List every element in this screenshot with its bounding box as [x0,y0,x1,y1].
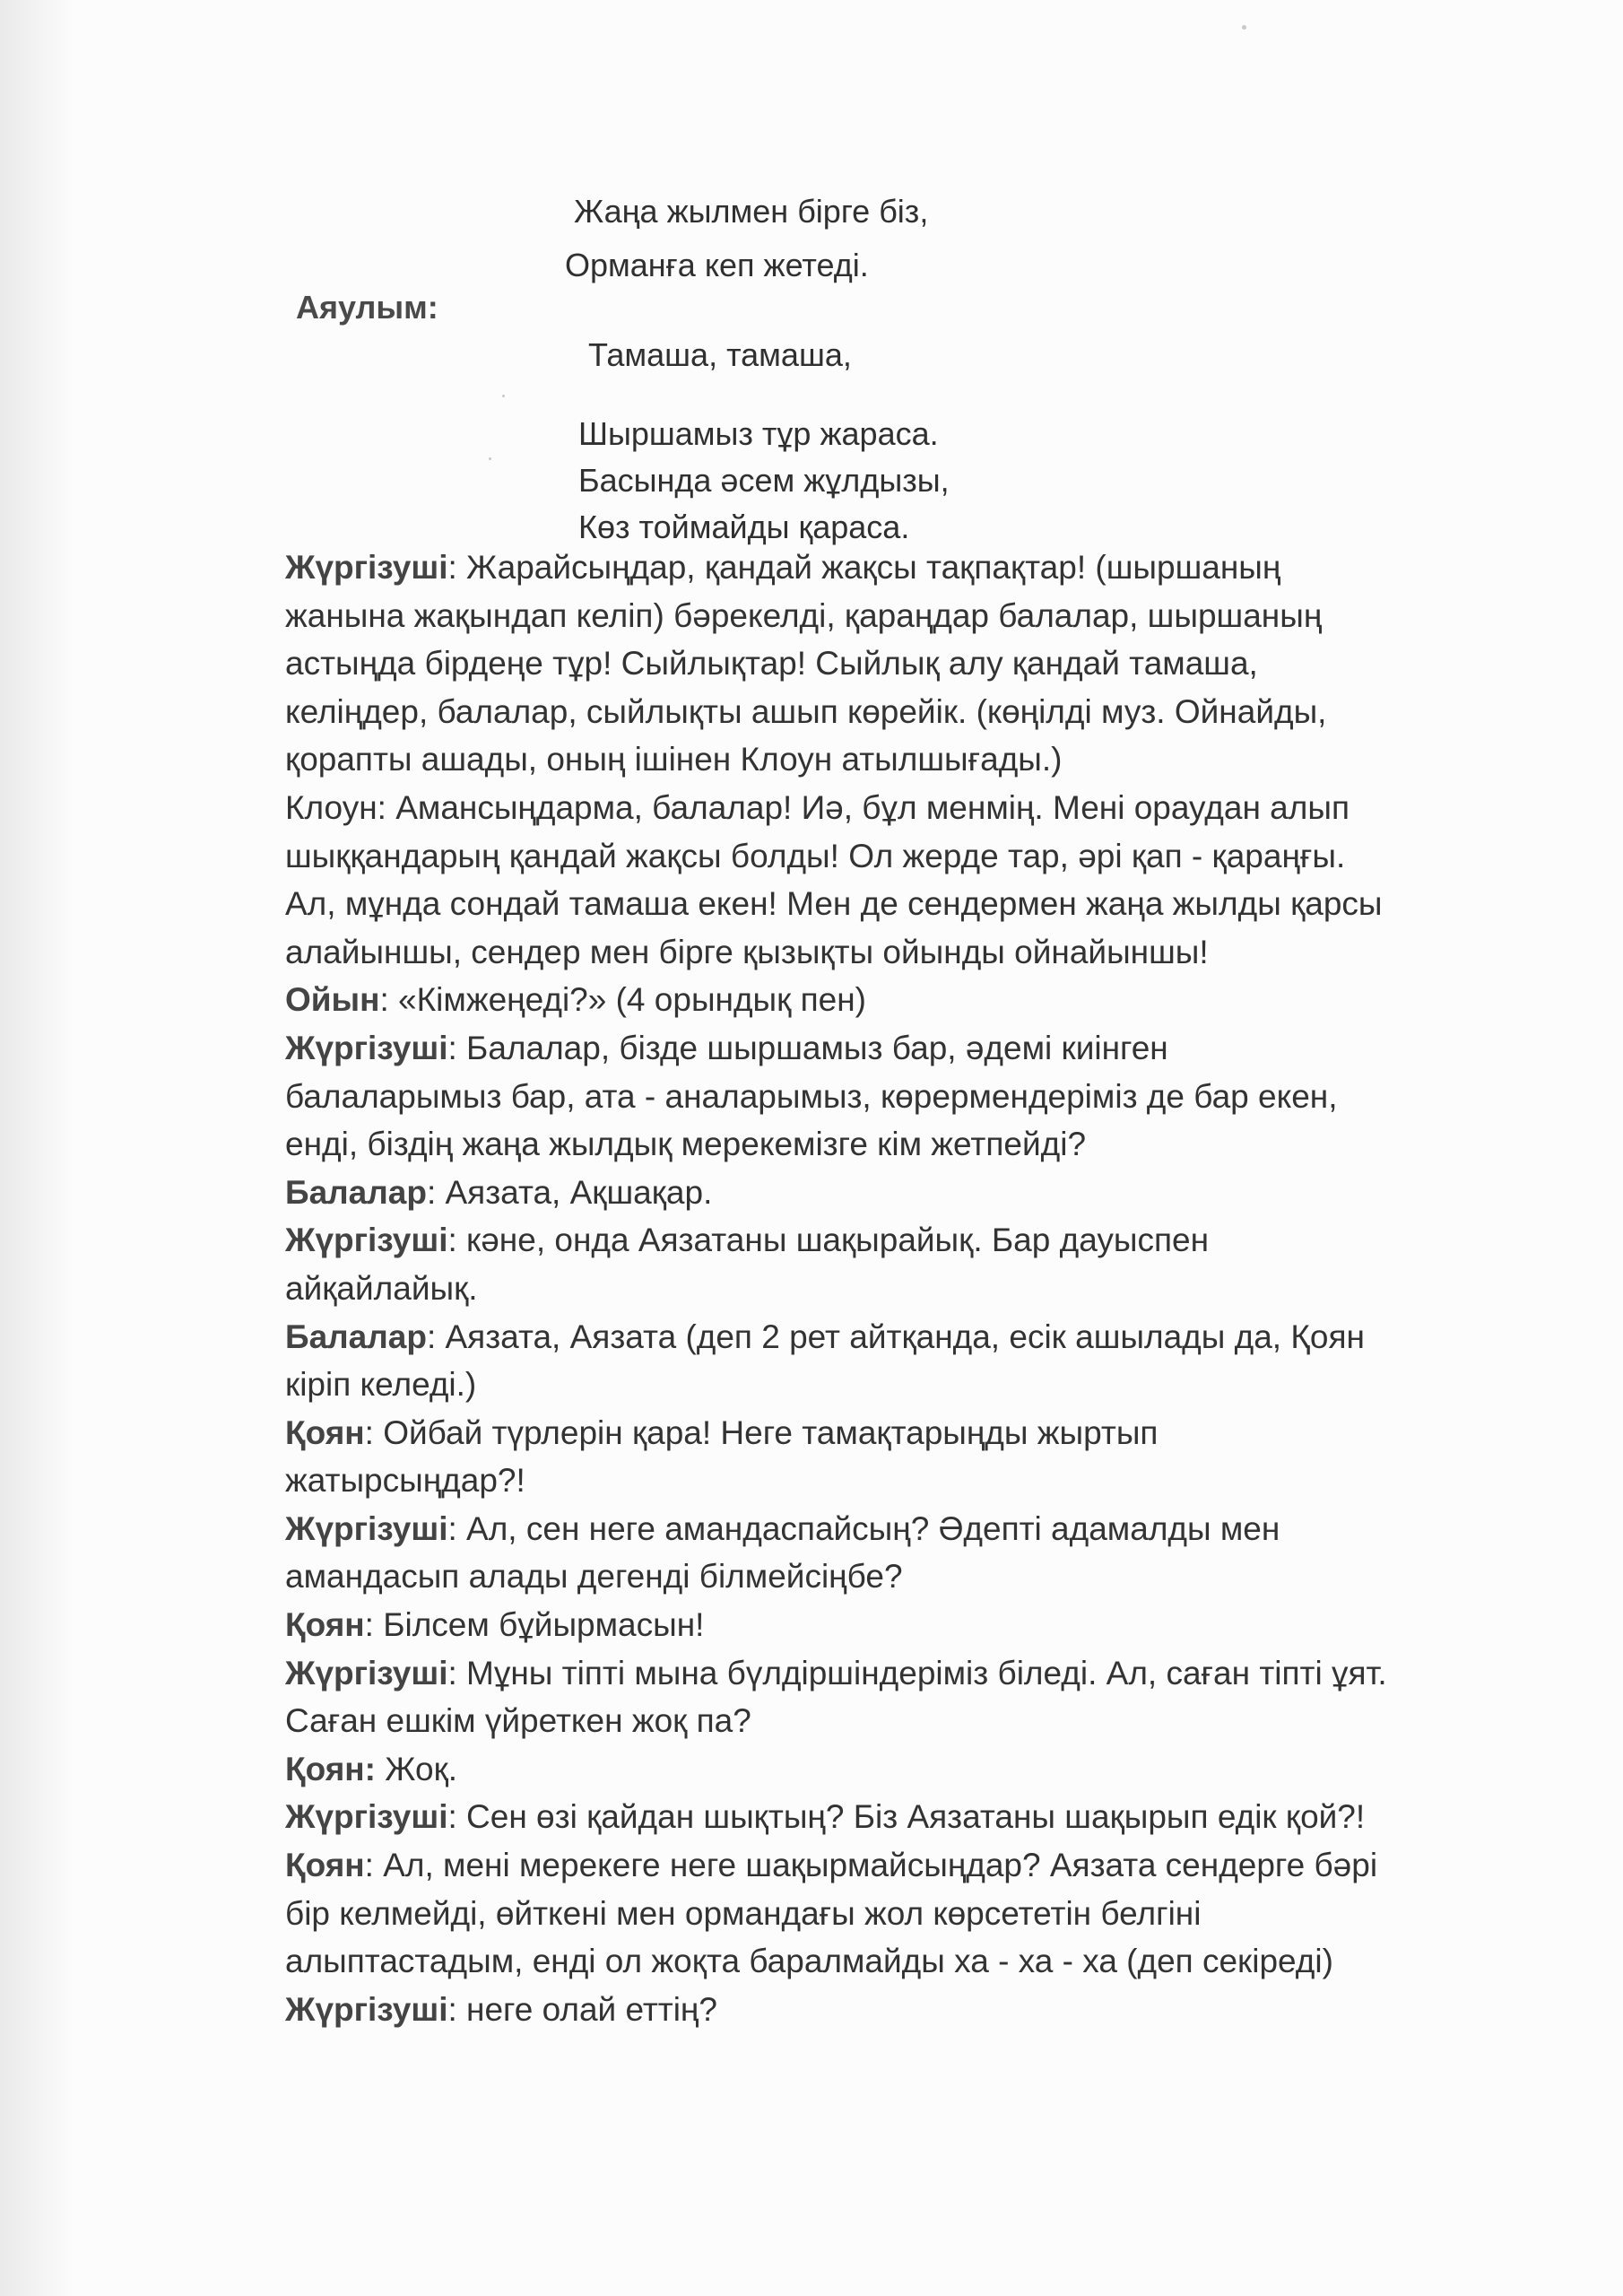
dialogue-text: : Сен өзі қайдан шықтың? Біз Аязатаны шақырып едік қой?! [447,1798,1366,1836]
dialogue-text: қорапты ашады, оның ішінен Клоун атылшығады.) [285,741,1063,778]
dialogue-text: келіңдер, балалар, сыйлықты ашып көрейік. (көңілді муз. Ойнайды, [285,692,1327,730]
dialogue-text: : Аязата, Аязата (деп 2 рет айтқанда, есік ашылады да, Қоян [426,1318,1365,1355]
dialogue-text: Саған ешкім үйреткен жоқ па? [285,1702,751,1740]
dialogue-line [285,784,1541,832]
dialogue-line [285,880,1541,928]
poem-line: Шыршамыз тұр жараса. [578,415,939,452]
dialogue-line [285,1552,1541,1601]
speaker-name: Жүргізуші [285,1509,448,1547]
poem-stanza-3 [578,413,950,549]
dialogue-line [285,544,1541,592]
dialogue-line [285,1409,1541,1457]
speaker-name: Жүргізуші [285,1222,448,1259]
dialogue-text: : Мұны тіпті мына бүлдіршіндеріміз біледі. Ал, саған тіпті ұят. [447,1654,1387,1692]
scan-speck [502,395,505,397]
speaker-name: Жүргізуші [285,549,448,586]
dialogue-text: астыңда бірдеңе тұр! Сыйлықтар! Сыйлық алу қандай тамаша, [285,645,1258,683]
dialogue-text: алайыншы, сендер мен бірге қызықты ойынды ойнайыншы! [285,933,1209,970]
dialogue-text: шыққандарың қандай жақсы болды! Ол жерде тар, əрі қап - қараңғы. [285,837,1346,874]
dialogue-line [285,928,1541,977]
poem-stanza-2 [588,334,852,377]
dialogue-line [285,1649,1541,1698]
dialogue-text: айқайлайық. [285,1269,478,1307]
poem-line: Орманға кеп жетеді. [565,247,869,283]
dialogue-line [285,1169,1541,1217]
speaker-name: Қоян [285,1413,365,1451]
dialogue-text: Клоун: Амансыңдарма, балалар! Иə, бұл менмің. Мені ораудан алып [285,788,1350,826]
speaker-name: Қоян: [285,1750,376,1787]
dialogue-line [285,1457,1541,1505]
poem-line: Көз тоймайды қараса. [578,509,910,545]
dialogue-text: кіріп келеді.) [285,1366,477,1404]
dialogue-text: : кəне, онда Аязатаны шақырайық. Бар дауыспен [447,1222,1210,1259]
dialogue-line [285,735,1541,784]
speaker-name: Жүргізуші [285,1798,448,1836]
dialogue-line [285,592,1541,640]
dialogue-text: : Ал, сен неге амандаспайсың? Əдепті адамалды мен [447,1509,1280,1547]
dialogue-line [285,1697,1541,1745]
dialogue-text: енді, біздің жаңа жылдық мерекемізге кім жетпейді? [285,1126,1087,1163]
dialogue-text: : Білсем бұйырмасын! [364,1606,705,1644]
dialogue-text: жанына жақындап келіп) бəрекелді, қараңдар балалар, шыршаның [285,596,1323,634]
poem-line: Тамаша, тамаша, [588,336,852,373]
speaker-label-ayulym: Аяулым: [296,289,438,326]
scan-speck [1242,25,1246,30]
dialogue-body [285,544,1541,2033]
dialogue-text: : неге олай еттің? [447,1990,717,2028]
dialogue-text: алыптастадым, енді ол жоқта баралмайды ха - ха - ха (деп секіреді) [285,1943,1333,1980]
dialogue-line [285,1024,1541,1073]
speaker-name: Қоян [285,1606,365,1644]
speaker-name: Жүргізуші [285,1654,448,1692]
dialogue-line [285,688,1541,736]
scan-shadow-edge [0,0,72,2296]
dialogue-line [285,1937,1541,1986]
poem-line: Жаңа жылмен бірге біз, [574,193,929,230]
poem-stanza-1 [565,190,929,287]
dialogue-text: Ал, мұнда сондай тамаша екен! Мен де сендермен жаңа жылды қарсы [285,885,1383,923]
dialogue-line [285,1073,1541,1121]
dialogue-line [285,639,1541,688]
dialogue-text: : Ойбай түрлерін қара! Неге тамақтарыңды жыртып [364,1413,1159,1451]
dialogue-line [285,1793,1541,1841]
dialogue-line [285,1361,1541,1409]
speaker-name: Балалар [285,1173,427,1211]
dialogue-line [285,1601,1541,1649]
dialogue-line [285,1841,1541,1890]
dialogue-line [285,1265,1541,1313]
scan-speck [489,457,491,460]
poem-line: Басында əсем жұлдызы, [578,462,950,499]
dialogue-line [285,1120,1541,1169]
dialogue-text: жатырсыңдар?! [285,1462,525,1500]
dialogue-line [285,976,1541,1024]
dialogue-line [285,1890,1541,1938]
dialogue-line [285,1745,1541,1794]
dialogue-line [285,1505,1541,1553]
dialogue-line [285,1986,1541,2034]
speaker-name: Балалар [285,1318,427,1355]
dialogue-line [285,832,1541,881]
speaker-name: Қоян [285,1847,365,1884]
dialogue-text: : Аязата, Ақшақар. [426,1173,713,1211]
speaker-name: Жүргізуші [285,1029,448,1066]
dialogue-text: : Ал, мені мерекеге неге шақырмайсыңдар? Аязата сендерге бəрі [364,1847,1378,1884]
dialogue-text: : Балалар, бізде шыршамыз бар, əдемі киінген [447,1029,1168,1066]
dialogue-text: бір келмейді, өйткені мен ормандағы жол көрсететін белгіні [285,1894,1202,1932]
dialogue-line [285,1216,1541,1265]
dialogue-line [285,1313,1541,1361]
dialogue-text: балаларымыз бар, ата - аналарымыз, көрермендеріміз де бар екен, [285,1077,1338,1115]
speaker-name: Жүргізуші [285,1990,448,2028]
dialogue-text: : «Кімжеңеді?» (4 орындық пен) [379,981,866,1019]
dialogue-text: амандасып алады дегенді білмейсіңбе? [285,1558,903,1596]
speaker-name: Ойын [285,981,380,1019]
dialogue-text: : Жарайсыңдар, қандай жақсы тақпақтар! (шыршаның [447,549,1281,586]
dialogue-text: Жоқ. [375,1750,458,1787]
